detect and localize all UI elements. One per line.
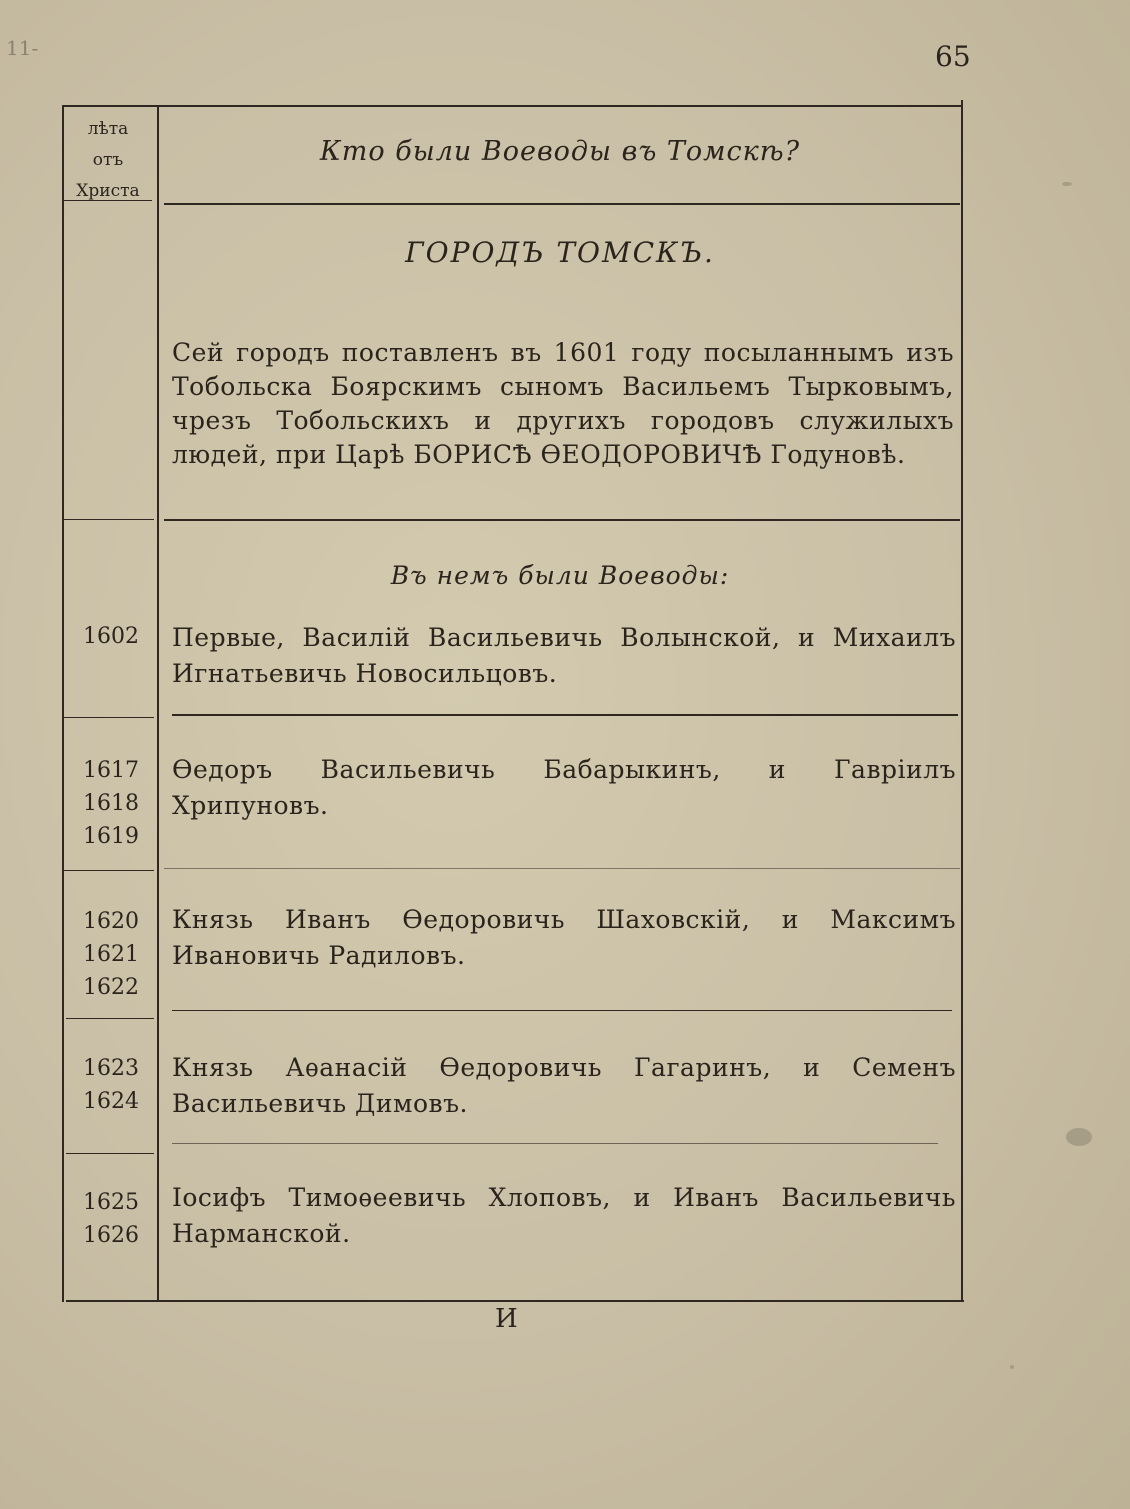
row-separator-wide xyxy=(164,519,960,521)
section-subheading: Въ немъ были Воеводы: xyxy=(390,561,730,590)
entry-years xyxy=(66,754,156,853)
year: 1618 xyxy=(83,791,139,816)
year-heading-line: отъ xyxy=(92,150,124,170)
paper-stain xyxy=(1066,1128,1092,1146)
header-separator-wide xyxy=(164,203,960,205)
paper-stain xyxy=(1062,182,1072,186)
row-separator xyxy=(62,717,154,718)
year: 1625 xyxy=(83,1190,139,1215)
paper-stain xyxy=(1010,1365,1014,1369)
year: 1623 xyxy=(83,1056,139,1081)
year: 1602 xyxy=(83,624,139,649)
row-separator-wide xyxy=(172,1010,952,1011)
year: 1617 xyxy=(83,758,139,783)
year: 1621 xyxy=(83,942,139,967)
row-separator xyxy=(62,519,154,520)
year-column-heading xyxy=(58,114,158,207)
page-number: 65 xyxy=(935,40,971,73)
right-border xyxy=(961,100,963,1302)
column-divider xyxy=(157,107,159,1300)
top-rule xyxy=(62,105,962,107)
year-heading-line: Христа xyxy=(76,181,140,201)
entry-years xyxy=(66,620,156,653)
year: 1622 xyxy=(83,975,139,1000)
entry-years xyxy=(66,1052,156,1118)
row-separator xyxy=(62,870,154,871)
bottom-rule xyxy=(66,1300,964,1302)
entry-text: Первые, Василій Васильевичь Волынской, и Михаилъ Игнатьевичь Новосильцовъ. xyxy=(172,623,956,688)
entry-text: Князь Аѳанасій Ѳедоровичь Гагаринъ, и Семенъ Васильевичь Димовъ. xyxy=(172,1053,956,1118)
year: 1619 xyxy=(83,824,139,849)
row-separator-wide xyxy=(172,714,958,716)
entry-text: Князь Иванъ Ѳедоровичь Шаховскій, и Максимъ Ивановичь Радиловъ. xyxy=(172,905,956,970)
row-separator-wide xyxy=(172,1143,938,1144)
left-border xyxy=(62,105,64,1302)
city-description: Сей городъ поставленъ въ 1601 году посыланнымъ изъ Тобольска Боярскимъ сыномъ Васильемъ Тырковымъ, чрезъ Тобольскихъ и другихъ городовъ служилыхъ людей, при Царѣ БОРИСѢ ѲЕОДОРОВИЧѢ Годуновѣ. xyxy=(172,338,954,469)
entry-text: Іосифъ Тимоѳеевичь Хлоповъ, и Иванъ Васильевичь Нарманской. xyxy=(172,1183,956,1248)
year: 1626 xyxy=(83,1223,139,1248)
year: 1620 xyxy=(83,909,139,934)
row-separator-wide xyxy=(164,868,960,869)
year-heading-line: лѣта xyxy=(87,119,129,139)
entry-text: Ѳедоръ Васильевичь Бабарыкинъ, и Гавріилъ Хрипуновъ. xyxy=(172,755,956,820)
year: 1624 xyxy=(83,1089,139,1114)
margin-mark: 11- xyxy=(6,36,39,60)
entry-years xyxy=(66,1186,156,1252)
city-heading: ГОРОДЪ ТОМСКЪ. xyxy=(405,236,715,269)
row-separator xyxy=(66,1018,154,1019)
entry-years xyxy=(66,905,156,1004)
catchword: И xyxy=(495,1304,518,1334)
page-title: Кто были Воеводы въ Томскѣ? xyxy=(319,136,801,167)
row-separator xyxy=(66,1153,154,1154)
